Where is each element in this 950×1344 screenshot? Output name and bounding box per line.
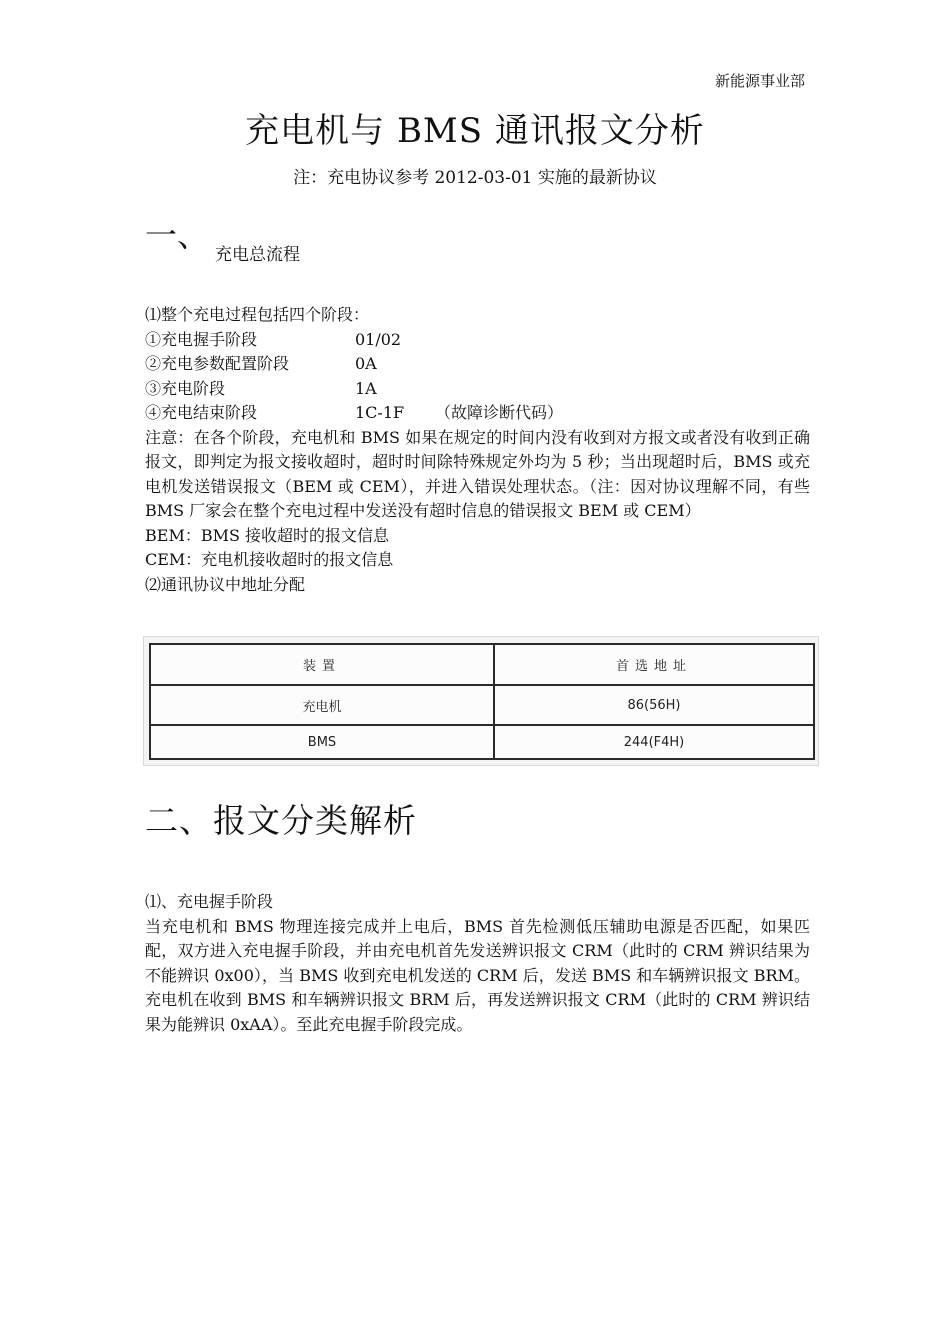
table-row bbox=[150, 685, 814, 726]
table-header: 首选地址 bbox=[494, 644, 814, 685]
address-heading: ⑵通讯协议中地址分配 bbox=[145, 574, 306, 594]
stage-code: 01/02 bbox=[355, 329, 402, 349]
section2-body bbox=[145, 890, 810, 1037]
section2-title: 二、报文分类解析 bbox=[145, 801, 417, 840]
bem-definition: BEM：BMS 接收超时的报文信息 bbox=[145, 525, 390, 545]
stage-name: ①充电握手阶段 bbox=[145, 329, 258, 349]
stage-row bbox=[145, 328, 810, 353]
address-table bbox=[149, 643, 815, 760]
table-header: 装置 bbox=[150, 644, 494, 685]
section1-body bbox=[145, 303, 810, 597]
department-label: 新能源事业部 bbox=[714, 72, 805, 90]
stage-name: ②充电参数配置阶段 bbox=[145, 354, 290, 373]
stage-extra: （故障诊断代码） bbox=[435, 403, 564, 422]
table-cell: 充电机 bbox=[150, 685, 494, 726]
stage-row bbox=[145, 401, 810, 426]
stage-name: ④充电结束阶段 bbox=[145, 403, 258, 422]
handshake-paragraph: 当充电机和 BMS 物理连接完成并上电后，BMS 首先检测低压辅助电源是否匹配，如果匹配，双方进入充电握手阶段，并由充电机首先发送辨识报文 CRM（此时的 CRM 辨识结果为不能辨识 0x00），当 BMS 收到充电机发送的 CRM 后，发送 BMS 和车辆辨识报文 BRM。充电机在收到 BMS 和车辆辨识报文 BRM 后，再发送辨识报文 CRM（此时的 CRM 辨识结果为能辨识 0xAA）。至此充电握手阶段完成。 bbox=[145, 916, 810, 1034]
stage-code: 1A bbox=[355, 378, 377, 398]
stage-code: 1C-1F bbox=[355, 403, 405, 422]
stage-row bbox=[145, 352, 810, 377]
timeout-notice: 注意：在各个阶段，充电机和 BMS 如果在规定的时间内没有收到对方报文或者没有收到正确报文，即判定为报文接收超时，超时时间除特殊规定外均为 5 秒；当出现超时后，BMS 或充电机发送错误报文（BEM 或 CEM），并进入错误处理状态。（注：因对协议理解不同，有些 BMS 厂家会在整个充电过程中发送没有超时信息的错误报文 BEM 或 CEM） bbox=[145, 427, 810, 520]
address-table-image bbox=[143, 636, 819, 766]
handshake-heading: ⑴、充电握手阶段 bbox=[145, 892, 274, 911]
stage-row bbox=[145, 377, 810, 402]
table-row bbox=[150, 725, 814, 759]
table-cell: 86(56H) bbox=[494, 685, 814, 726]
table-cell: BMS bbox=[150, 725, 494, 759]
stages-intro: ⑴整个充电过程包括四个阶段： bbox=[145, 305, 370, 324]
stage-name: ③充电阶段 bbox=[145, 378, 226, 398]
stage-code: 0A bbox=[355, 354, 377, 373]
section1-title: 充电总流程 bbox=[215, 245, 300, 265]
section1-number: 一、 bbox=[145, 216, 210, 254]
table-header-row bbox=[150, 644, 814, 685]
protocol-note: 注：充电协议参考 2012-03-01 实施的最新协议 bbox=[293, 168, 657, 188]
document-title: 充电机与 BMS 通讯报文分析 bbox=[245, 111, 705, 151]
cem-definition: CEM：充电机接收超时的报文信息 bbox=[145, 550, 394, 569]
table-cell: 244(F4H) bbox=[494, 725, 814, 759]
